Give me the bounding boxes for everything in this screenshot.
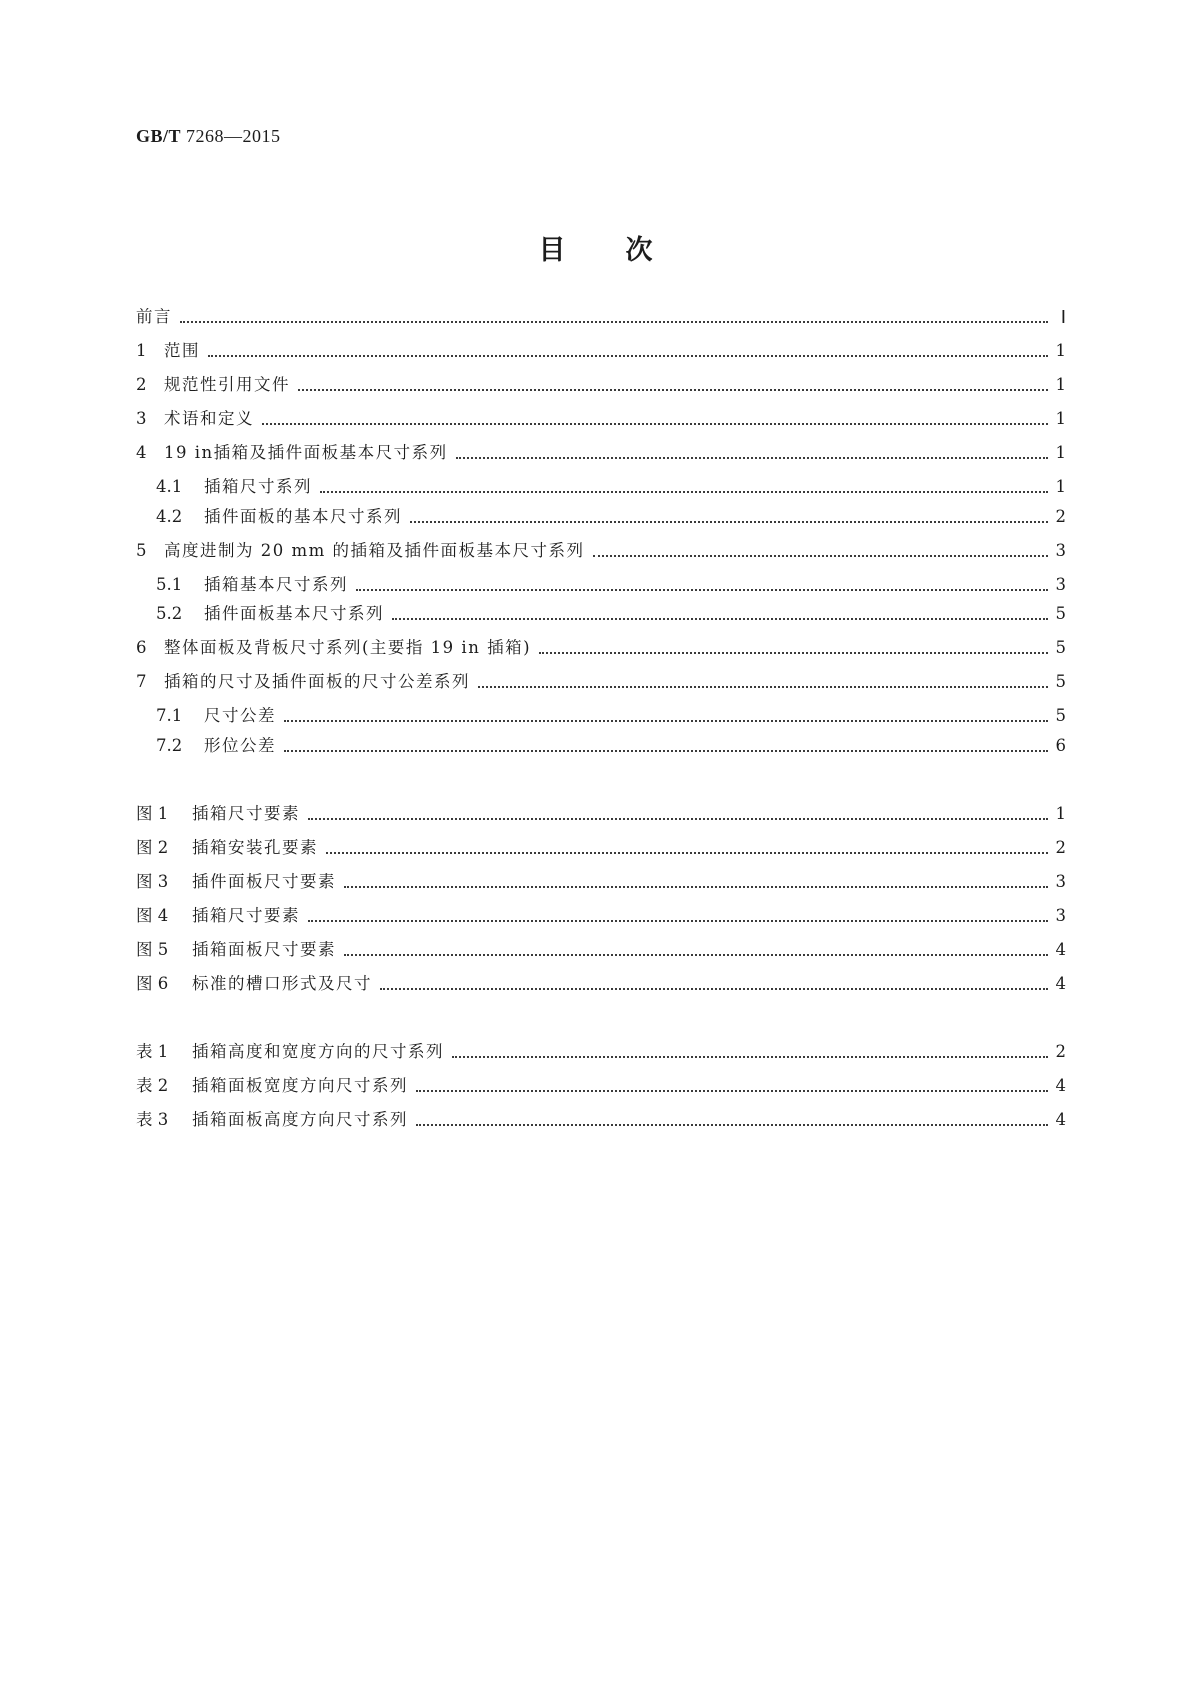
dot-leader: [456, 457, 1048, 459]
dot-leader: [284, 750, 1048, 752]
toc-entry-preface[interactable]: [136, 304, 1066, 330]
toc-entry-label: 插件面板尺寸要素: [192, 872, 336, 891]
toc-entry-number: 7: [136, 672, 147, 691]
toc-entry-page: 1: [1055, 375, 1066, 394]
toc-figure-5[interactable]: [136, 937, 1066, 963]
toc-entry-4[interactable]: [136, 440, 1066, 466]
toc-entry-page: 2: [1055, 1042, 1066, 1061]
title-char-2: 次: [625, 235, 653, 266]
toc-entry-number: 4.2: [156, 507, 183, 526]
toc-entry-number: 图 1: [136, 804, 169, 823]
toc-figure-1[interactable]: [136, 801, 1066, 827]
toc-entry-number: 图 4: [136, 906, 169, 925]
toc-entry-label: 高度进制为 20 mm 的插箱及插件面板基本尺寸系列: [164, 541, 585, 560]
title-char-1: 目: [538, 235, 566, 266]
toc-entry-5-1[interactable]: [156, 572, 1066, 598]
toc-figure-3[interactable]: [136, 869, 1066, 895]
toc-entry-page: 1: [1055, 443, 1066, 462]
toc-figure-2[interactable]: [136, 835, 1066, 861]
toc-entry-3[interactable]: [136, 406, 1066, 432]
dot-leader: [208, 355, 1048, 357]
toc-entry-label: 插箱尺寸要素: [192, 804, 300, 823]
dot-leader: [320, 491, 1048, 493]
toc-entry-6[interactable]: [136, 635, 1066, 661]
toc-table-2[interactable]: [136, 1073, 1066, 1099]
toc-entry-page: 5: [1055, 706, 1066, 725]
toc-entry-label: 术语和定义: [164, 409, 254, 428]
toc-entry-number: 图 6: [136, 974, 169, 993]
toc-entry-label: 19 in插箱及插件面板基本尺寸系列: [164, 443, 448, 462]
toc-entry-label: 插箱高度和宽度方向的尺寸系列: [192, 1042, 444, 1061]
toc-table-1[interactable]: [136, 1039, 1066, 1065]
toc-figure-6[interactable]: [136, 971, 1066, 997]
dot-leader: [298, 389, 1048, 391]
toc-entry-number: 4.1: [156, 477, 183, 496]
toc-figure-4[interactable]: [136, 903, 1066, 929]
dot-leader: [539, 652, 1047, 654]
dot-leader: [344, 954, 1048, 956]
toc-entry-label: 插箱尺寸要素: [192, 906, 300, 925]
dot-leader: [326, 852, 1048, 854]
toc-entry-label: 标准的槽口形式及尺寸: [192, 974, 372, 993]
standard-prefix: GB/T: [136, 126, 182, 146]
toc-entry-7[interactable]: [136, 669, 1066, 695]
toc-entry-7-2[interactable]: [156, 733, 1066, 759]
dot-leader: [308, 920, 1048, 922]
toc-entry-page: 3: [1055, 541, 1066, 560]
toc-entry-label: 范围: [164, 341, 200, 360]
toc-entry-label: 插箱安装孔要素: [192, 838, 318, 857]
dot-leader: [593, 555, 1048, 557]
toc-entry-label: 插箱尺寸系列: [204, 477, 312, 496]
toc-entry-number: 1: [136, 341, 147, 360]
toc-entry-label: 形位公差: [204, 736, 276, 755]
page-title: [0, 228, 1191, 267]
toc-entry-page: 1: [1055, 341, 1066, 360]
toc-entry-label: 插件面板的基本尺寸系列: [204, 507, 402, 526]
dot-leader: [356, 589, 1048, 591]
toc-entry-label: 插箱面板高度方向尺寸系列: [192, 1110, 408, 1129]
toc-entry-label: 插件面板基本尺寸系列: [204, 604, 384, 623]
toc-entry-number: 7.2: [156, 736, 183, 755]
dot-leader: [478, 686, 1048, 688]
dot-leader: [180, 321, 1048, 323]
toc-entry-number: 图 5: [136, 940, 169, 959]
toc-entry-label: 规范性引用文件: [164, 375, 290, 394]
toc-entry-5-2[interactable]: [156, 601, 1066, 627]
toc-entry-page: 1: [1055, 804, 1066, 823]
toc-entry-page: Ⅰ: [1060, 307, 1066, 327]
toc-entry-page: 4: [1055, 1110, 1066, 1129]
toc-entry-label: 前言: [136, 307, 172, 326]
toc-entry-page: 3: [1055, 872, 1066, 891]
toc-entry-4-2[interactable]: [156, 504, 1066, 530]
toc-entry-number: 表 3: [136, 1110, 169, 1129]
toc-entry-page: 2: [1055, 838, 1066, 857]
standard-number: [136, 126, 281, 147]
toc-table-3[interactable]: [136, 1107, 1066, 1133]
toc-entry-number: 5: [136, 541, 147, 560]
toc-entry-page: 2: [1055, 507, 1066, 526]
toc-entry-2[interactable]: [136, 372, 1066, 398]
dot-leader: [416, 1090, 1048, 1092]
toc-entry-page: 3: [1055, 906, 1066, 925]
dot-leader: [392, 618, 1048, 620]
toc-entry-number: 7.1: [156, 706, 183, 725]
dot-leader: [308, 818, 1048, 820]
toc-entry-label: 整体面板及背板尺寸系列(主要指 19 in 插箱): [164, 638, 532, 657]
dot-leader: [380, 988, 1048, 990]
toc-entry-number: 6: [136, 638, 147, 657]
toc-entry-number: 5.1: [156, 575, 183, 594]
toc-entry-page: 5: [1055, 672, 1066, 691]
toc-entry-page: 1: [1055, 477, 1066, 496]
toc-entry-label: 插箱基本尺寸系列: [204, 575, 348, 594]
toc-entry-label: 尺寸公差: [204, 706, 276, 725]
dot-leader: [410, 521, 1048, 523]
toc-entry-5[interactable]: [136, 538, 1066, 564]
toc-entry-number: 2: [136, 375, 147, 394]
toc-entry-page: 4: [1055, 940, 1066, 959]
toc-entry-1[interactable]: [136, 338, 1066, 364]
dot-leader: [262, 423, 1048, 425]
toc-entry-number: 表 2: [136, 1076, 169, 1095]
toc-entry-page: 3: [1055, 575, 1066, 594]
dot-leader: [284, 720, 1048, 722]
toc-entry-page: 4: [1055, 974, 1066, 993]
toc-entry-7-1[interactable]: [156, 703, 1066, 729]
toc-entry-number: 图 2: [136, 838, 169, 857]
dot-leader: [452, 1056, 1048, 1058]
toc-entry-number: 5.2: [156, 604, 183, 623]
toc-entry-page: 6: [1055, 736, 1066, 755]
toc-entry-page: 1: [1055, 409, 1066, 428]
toc-entry-number: 图 3: [136, 872, 169, 891]
toc-entry-number: 表 1: [136, 1042, 169, 1061]
toc-entry-4-1[interactable]: [156, 474, 1066, 500]
toc-entry-number: 3: [136, 409, 147, 428]
toc-entry-number: 4: [136, 443, 147, 462]
toc-entry-page: 5: [1055, 638, 1066, 657]
toc-entry-page: 5: [1055, 604, 1066, 623]
toc-entry-page: 4: [1055, 1076, 1066, 1095]
standard-code: 7268—2015: [186, 126, 281, 146]
dot-leader: [416, 1124, 1048, 1126]
toc-entry-label: 插箱面板宽度方向尺寸系列: [192, 1076, 408, 1095]
dot-leader: [344, 886, 1048, 888]
toc-entry-label: 插箱面板尺寸要素: [192, 940, 336, 959]
toc-entry-label: 插箱的尺寸及插件面板的尺寸公差系列: [164, 672, 470, 691]
